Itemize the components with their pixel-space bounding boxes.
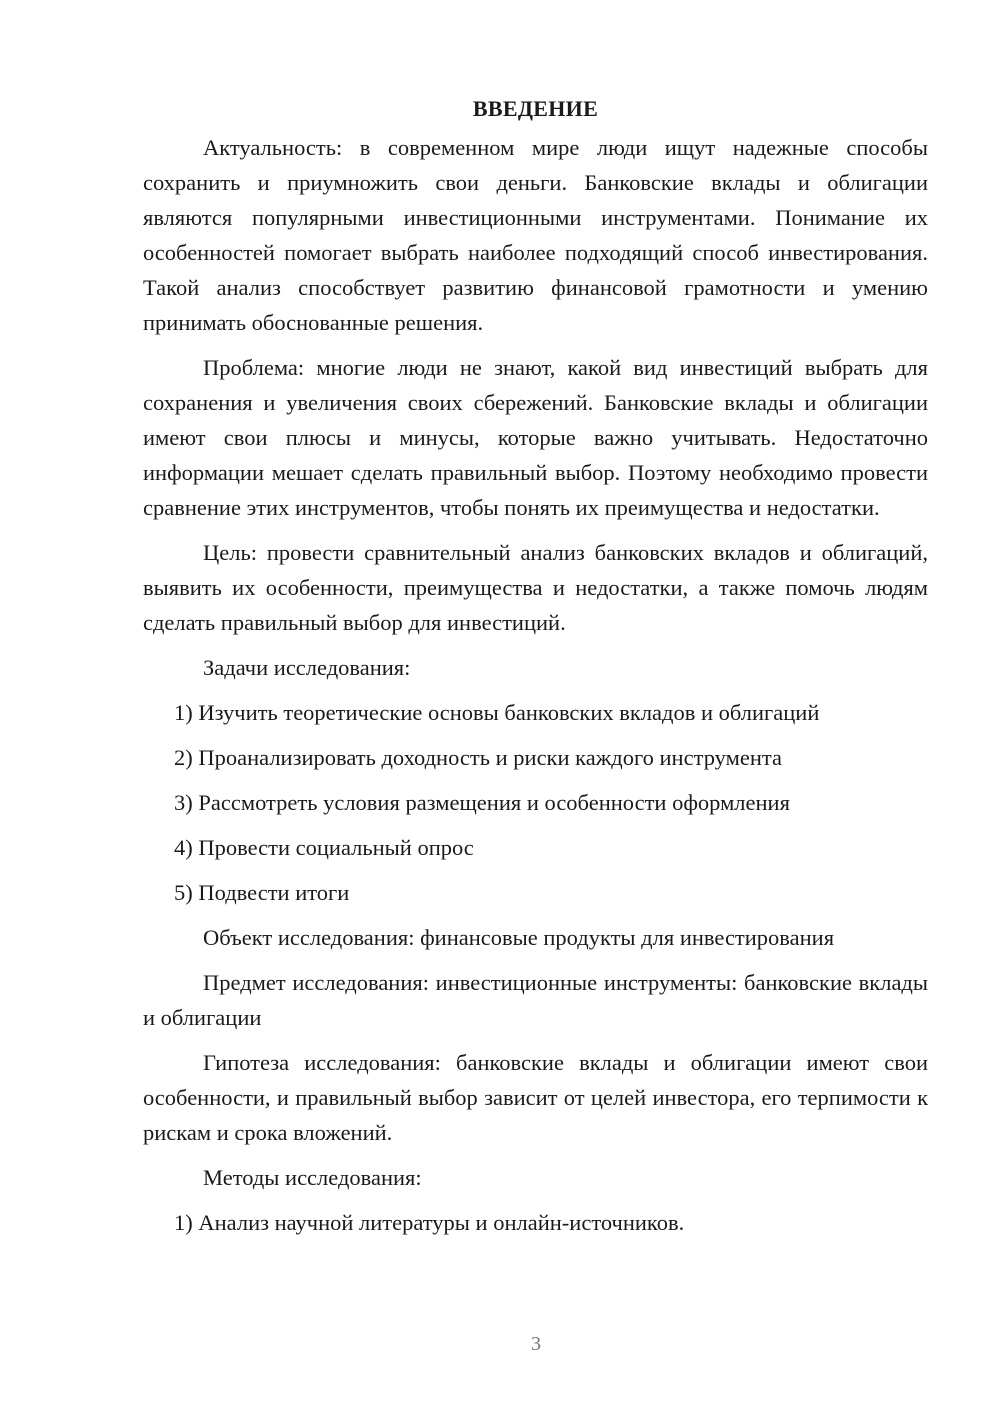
list-item: 1) Изучить теоретические основы банковских вкладов и облигаций: [174, 700, 820, 725]
list-item: 4) Провести социальный опрос: [174, 835, 474, 860]
relevance-paragraph: Актуальность: в современном мире люди ищут надежные способы сохранить и приумножить свои деньги. Банковские вклады и облигации являются популярными инвестиционными инструментами. Понимание их особенностей помогает выбрать наиболее подходящий способ инвестирования. Такой анализ способствует развитию финансовой грамотности и умению принимать обоснованные решения.: [143, 135, 928, 335]
list-item: 3) Рассмотреть условия размещения и особенности оформления: [174, 790, 790, 815]
methods-heading: Методы исследования:: [203, 1165, 422, 1190]
page-title: ВВЕДЕНИЕ: [472, 96, 599, 121]
document-page: [143, 92, 928, 1250]
object-paragraph: Объект исследования: финансовые продукты для инвестирования: [203, 925, 835, 950]
list-item: 1) Анализ научной литературы и онлайн-источников.: [174, 1210, 685, 1235]
goal-paragraph: Цель: провести сравнительный анализ банковских вкладов и облигаций, выявить их особенности, преимущества и недостатки, а также помочь людям сделать правильный выбор для инвестиций.: [143, 540, 928, 635]
problem-paragraph: Проблема: многие люди не знают, какой вид инвестиций выбрать для сохранения и увеличения своих сбережений. Банковские вклады и облигации имеют свои плюсы и минусы, которые важно учитывать. Недостаточно информации мешает сделать правильный выбор. Поэтому необходимо провести сравнение этих инструментов, чтобы понять их преимущества и недостатки.: [143, 355, 928, 520]
list-item: 2) Проанализировать доходность и риски каждого инструмента: [174, 745, 782, 770]
list-item: 5) Подвести итоги: [174, 880, 350, 905]
tasks-list: [143, 695, 928, 910]
methods-list: [143, 1205, 928, 1240]
tasks-heading: Задачи исследования:: [203, 655, 411, 680]
hypothesis-paragraph: Гипотеза исследования: банковские вклады и облигации имеют свои особенности, и правильный выбор зависит от целей инвестора, его терпимости к рискам и срока вложений.: [143, 1050, 928, 1145]
page-number: 3: [531, 1333, 541, 1355]
subject-paragraph: Предмет исследования: инвестиционные инструменты: банковские вклады и облигации: [143, 970, 928, 1030]
